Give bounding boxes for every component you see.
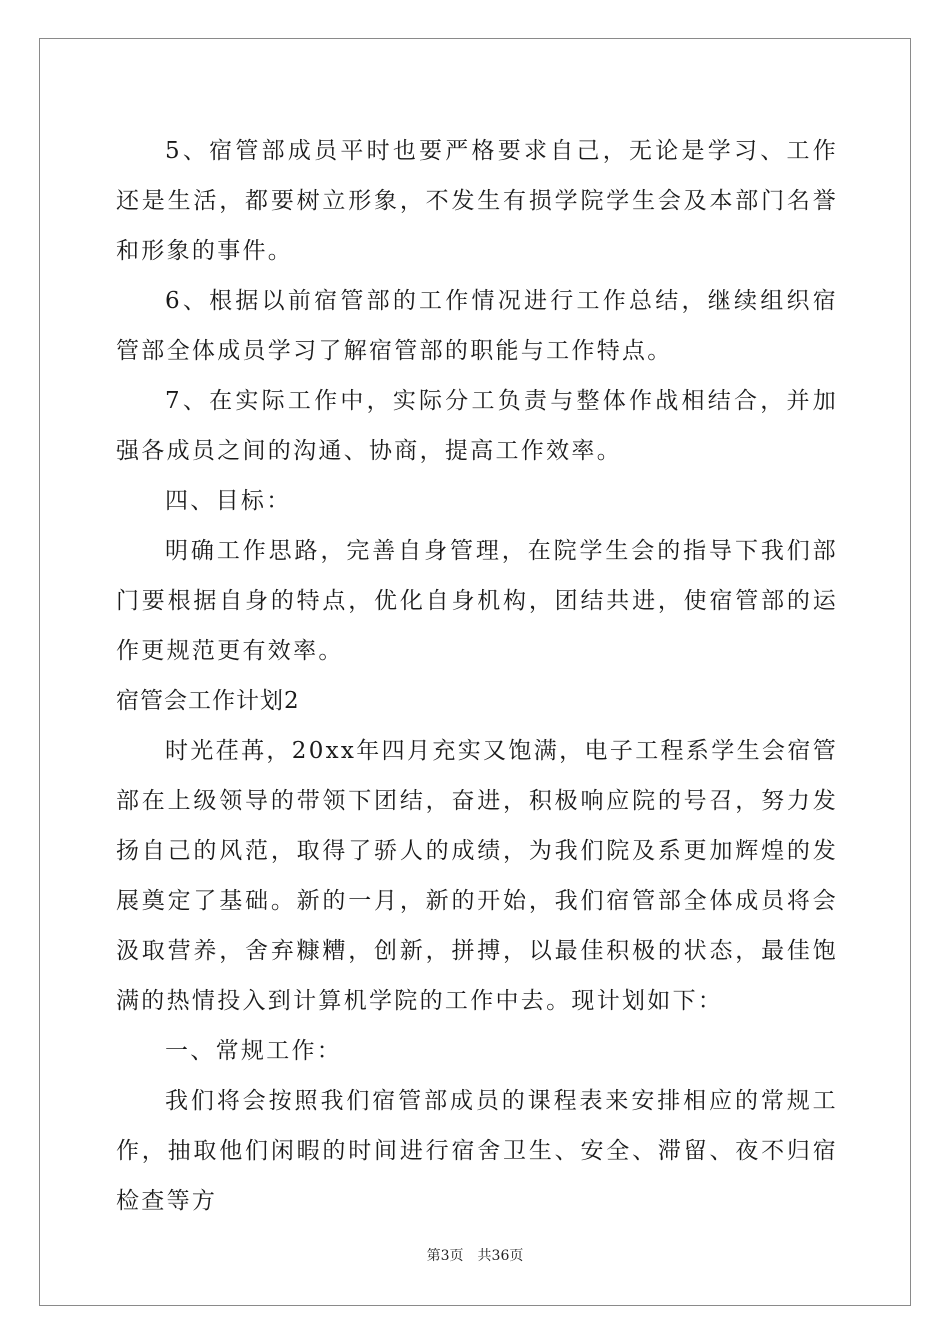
section-heading-routine: 一、常规工作：: [165, 1038, 343, 1064]
paragraph-item-7: 7、在实际工作中，实际分工负责与整体作战相结合，并加强各成员之间的沟通、协商，提高工作效率。: [116, 388, 838, 464]
document-body: [116, 126, 838, 1226]
paragraph-item-6: 6、根据以前宿管部的工作情况进行工作总结，继续组织宿管部全体成员学习了解宿管部的职能与工作特点。: [116, 288, 838, 364]
paragraph-goals: 明确工作思路，完善自身管理，在院学生会的指导下我们部门要根据自身的特点，优化自身机构，团结共进，使宿管部的运作更规范更有效率。: [116, 538, 838, 664]
paragraph-intro: 时光荏苒，20xx年四月充实又饱满，电子工程系学生会宿管部在上级领导的带领下团结，奋进，积极响应院的号召，努力发扬自己的风范，取得了骄人的成绩，为我们院及系更加辉煌的发展奠定了基础。新的一月，新的开始，我们宿管部全体成员将会汲取营养，舍弃糠糟，创新，拼搏，以最佳积极的状态，最佳饱满的热情投入到计算机学院的工作中去。现计划如下：: [116, 738, 838, 1014]
section-heading-goals: 四、目标：: [165, 488, 292, 514]
paragraph-routine: 我们将会按照我们宿管部成员的课程表来安排相应的常规工作，抽取他们闲暇的时间进行宿舍卫生、安全、滞留、夜不归宿检查等方: [116, 1088, 838, 1214]
document-title-plan-2: 宿管会工作计划2: [116, 688, 300, 714]
paragraph-item-5: 5、宿管部成员平时也要严格要求自己，无论是学习、工作还是生活，都要树立形象，不发生有损学院学生会及本部门名誉和形象的事件。: [116, 138, 838, 264]
page-number-footer: 第3页 共36页: [426, 1248, 524, 1264]
